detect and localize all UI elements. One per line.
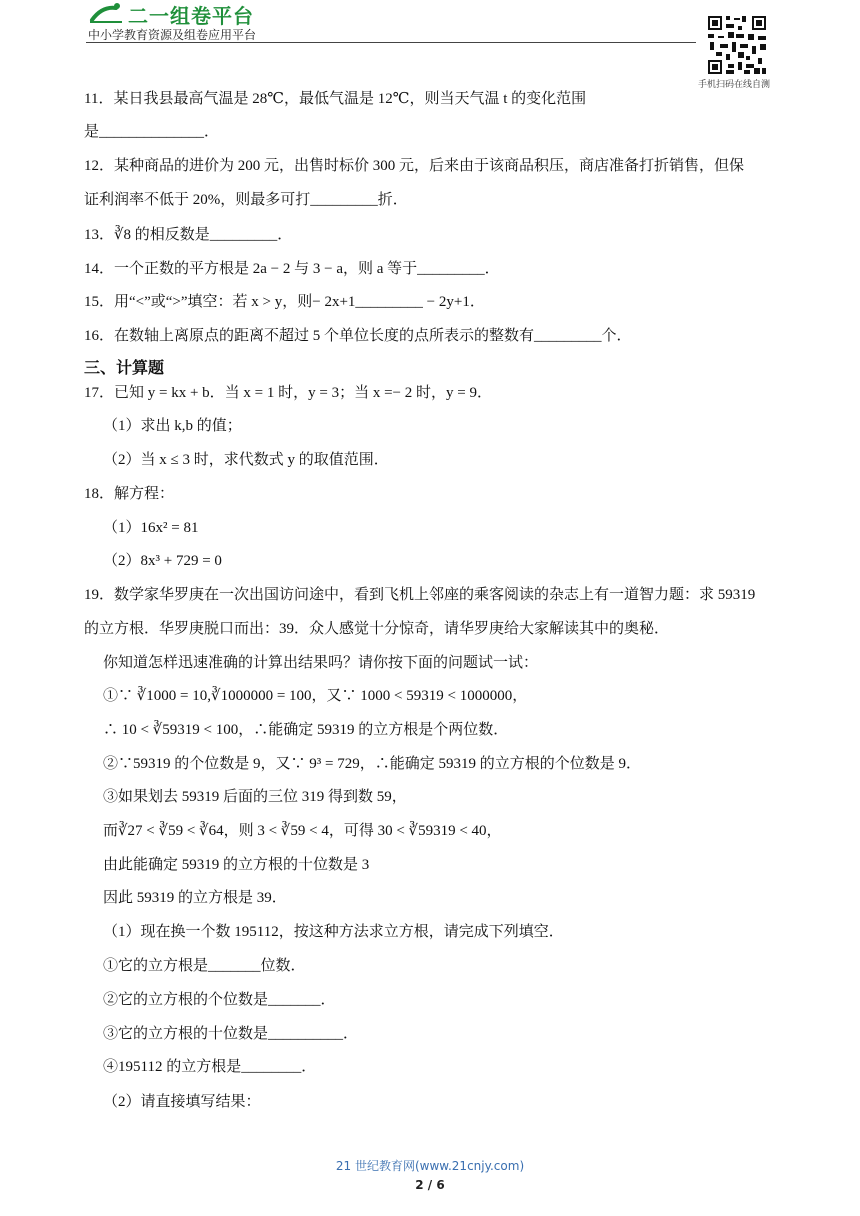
section-title-calculation: 三、计算题 xyxy=(84,358,165,377)
question-17: 17．已知 y = kx + b．当 x = 1 时，y = 3；当 x =− 2 时，y = 9． xyxy=(84,385,492,401)
question-13: 13．∛8 的相反数是_________． xyxy=(84,227,293,243)
question-18-part-2: （2）8x³ + 729 = 0 xyxy=(103,553,222,569)
question-19-step-1: ①∵ ∛1000 = 10,∛1000000 = 100，又∵ 1000 < 59319 < 1000000， xyxy=(103,688,528,704)
header-divider xyxy=(86,42,696,43)
question-19-line-1: 19．数学家华罗庚在一次出国访问途中，看到飞机上邻座的乘客阅读的杂志上有一道智力题：求 59319 xyxy=(84,587,756,603)
question-19-part-1: （1）现在换一个数 195112，按这种方法求立方根，请完成下列填空． xyxy=(103,924,564,940)
question-19-result: 因此 59319 的立方根是 39． xyxy=(103,890,287,906)
question-14: 14．一个正数的平方根是 2a − 2 与 3 − a，则 a 等于_________． xyxy=(84,261,500,277)
question-12-line-1: 12．某种商品的进价为 200 元，出售时标价 300 元，后来由于该商品积压，商店准备打折销售，但保 xyxy=(84,158,745,174)
question-17-part-2: （2）当 x ≤ 3 时，求代数式 y 的取值范围． xyxy=(103,452,389,468)
question-18-part-1: （1）16x² = 81 xyxy=(103,520,199,536)
question-19-step-3-inequality: 而∛27 < ∛59 < ∛64，则 3 < ∛59 < 4，可得 30 < ∛59319 < 40， xyxy=(103,823,502,839)
question-19-line-2: 的立方根．华罗庚脱口而出：39．众人感觉十分惊奇，请华罗庚给大家解读其中的奥秘． xyxy=(84,621,670,637)
question-19-step-1-conclusion: ∴ 10 < ∛59319 < 100，∴能确定 59319 的立方根是个两位数． xyxy=(103,722,509,738)
question-19-step-3: ③如果划去 59319 后面的三位 319 得到数 59， xyxy=(103,789,407,805)
logo-title: 二一组卷平台 xyxy=(128,4,254,28)
question-19-line-3: 你知道怎样迅速准确的计算出结果吗？请你按下面的问题试一试： xyxy=(103,655,539,671)
page-number: 2 / 6 xyxy=(415,1178,445,1192)
question-11-line-1: 11．某日我县最高气温是 28℃，最低气温是 12℃，则当天气温 t 的变化范围 xyxy=(84,91,587,107)
logo-runner-icon xyxy=(86,2,126,24)
qr-code-icon xyxy=(706,14,768,76)
question-16: 16．在数轴上离原点的距离不超过 5 个单位长度的点所表示的整数有_________个． xyxy=(84,328,632,344)
question-19-part-1-blank-1: ①它的立方根是_______位数． xyxy=(103,958,306,974)
question-19-part-1-blank-2: ②它的立方根的个位数是_______． xyxy=(103,992,336,1008)
qr-caption: 手机扫码在线自测 xyxy=(698,80,771,90)
header-subtitle: 中小学教育资源及组卷应用平台 xyxy=(88,28,257,42)
question-19-part-1-blank-4: ④195112 的立方根是________． xyxy=(103,1059,317,1075)
footer-link[interactable]: 21 世纪教育网(www.21cnjy.com) xyxy=(335,1159,525,1173)
question-17-part-1: （1）求出 k,b 的值； xyxy=(103,418,242,434)
question-11-line-2: 是______________． xyxy=(84,124,220,140)
question-18: 18．解方程： xyxy=(84,486,175,502)
question-12-line-2: 证利润率不低于 20%，则最多可打_________折． xyxy=(84,192,408,208)
question-15: 15．用“<”或“>”填空：若 x > y，则− 2x+1_________ − 2y+1． xyxy=(84,294,485,310)
question-19-step-2: ②∵59319 的个位数是 9，又∵ 9³ = 729，∴能确定 59319 的立方根的个位数是 9． xyxy=(103,756,641,772)
question-19-tens-digit: 由此能确定 59319 的立方根的十位数是 3 xyxy=(103,857,370,873)
question-19-part-1-blank-3: ③它的立方根的十位数是__________． xyxy=(103,1026,359,1042)
question-19-part-2: （2）请直接填写结果： xyxy=(103,1094,261,1110)
